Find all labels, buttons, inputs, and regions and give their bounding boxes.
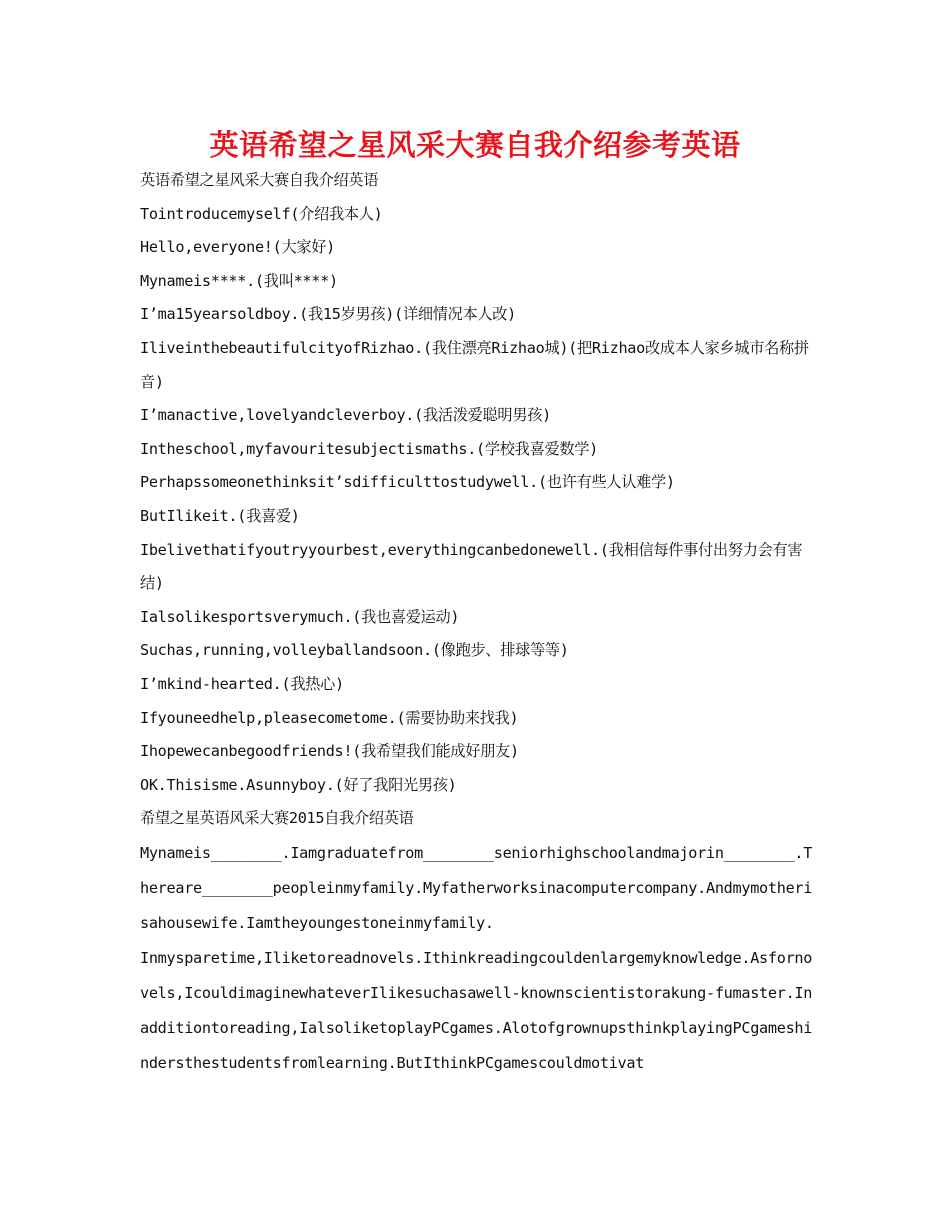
paragraph: Suchas,running,volleyballandsoon.(像跑步、排球等等) xyxy=(140,641,569,660)
paragraph: Mynameis****.(我叫****) xyxy=(140,271,338,290)
paragraph: ButIlikeit.(我喜爱) xyxy=(140,506,300,525)
paragraph: I’ma15yearsoldboy.(我15岁男孩)(详细情况本人改) xyxy=(140,305,517,324)
document-body xyxy=(140,164,816,1081)
paragraph: I’mkind-hearted.(我热心) xyxy=(140,674,344,693)
paragraph: Ifyouneedhelp,pleasecometome.(需要协助来找我) xyxy=(140,708,519,727)
paragraph: Hello,everyone!(大家好) xyxy=(140,238,336,257)
paragraph: Perhapssomeonethinksit’sdifficulttostudywell.(也许有些人认难学) xyxy=(140,473,675,492)
paragraph: IliveinthebeautifulcityofRizhao.(我住漂亮Rizhao城)(把Rizhao改成本人家乡城市名称拼音) xyxy=(140,338,809,391)
paragraph: Ihopewecanbegoodfriends!(我希望我们能成好朋友) xyxy=(140,742,519,761)
paragraph: OK.Thisisme.Asunnyboy.(好了我阳光男孩) xyxy=(140,775,457,794)
paragraph: Ibelivethatifyoutryyourbest,everythingcanbedonewell.(我相信每件事付出努力会有害结) xyxy=(140,540,803,593)
paragraph: Intheschool,myfavouritesubjectismaths.(学校我喜爱数学) xyxy=(140,439,598,458)
paragraph-heading: 英语希望之星风采大赛自我介绍英语 xyxy=(140,171,379,189)
paragraph: Tointroducemyself(介绍我本人) xyxy=(140,204,383,223)
paragraph: Mynameis________.Iamgraduatefrom________seniorhighschoolandmajorin________.Thereare________peopleinmyfamily.Myfatherworksinacomputercompany.Andmymotherisahousewife.Iamtheyoungestoneinmyfamily. xyxy=(140,843,813,932)
document-title: 英语希望之星风采大赛自我介绍参考英语 xyxy=(209,128,741,162)
paragraph: Ialsolikesportsverymuch.(我也喜爱运动) xyxy=(140,607,460,626)
paragraph-heading: 希望之星英语风采大赛2015自我介绍英语 xyxy=(140,809,414,828)
paragraph: I’manactive,lovelyandcleverboy.(我活泼爱聪明男孩) xyxy=(140,406,551,425)
paragraph: Inmysparetime,Iliketoreadnovels.Ithinkreadingcouldenlargemyknowledge.Asfornovels,IcouldimaginewhateverIlikesuchasawell-knownscientistorakung-fumaster.Inadditiontoreading,IalsoliketoplayPCgames.AlotofgrownupsthinkplayingPCgameshindersthestudentsfromlearning.ButIthinkPCgamescouldmotivat xyxy=(140,948,813,1072)
